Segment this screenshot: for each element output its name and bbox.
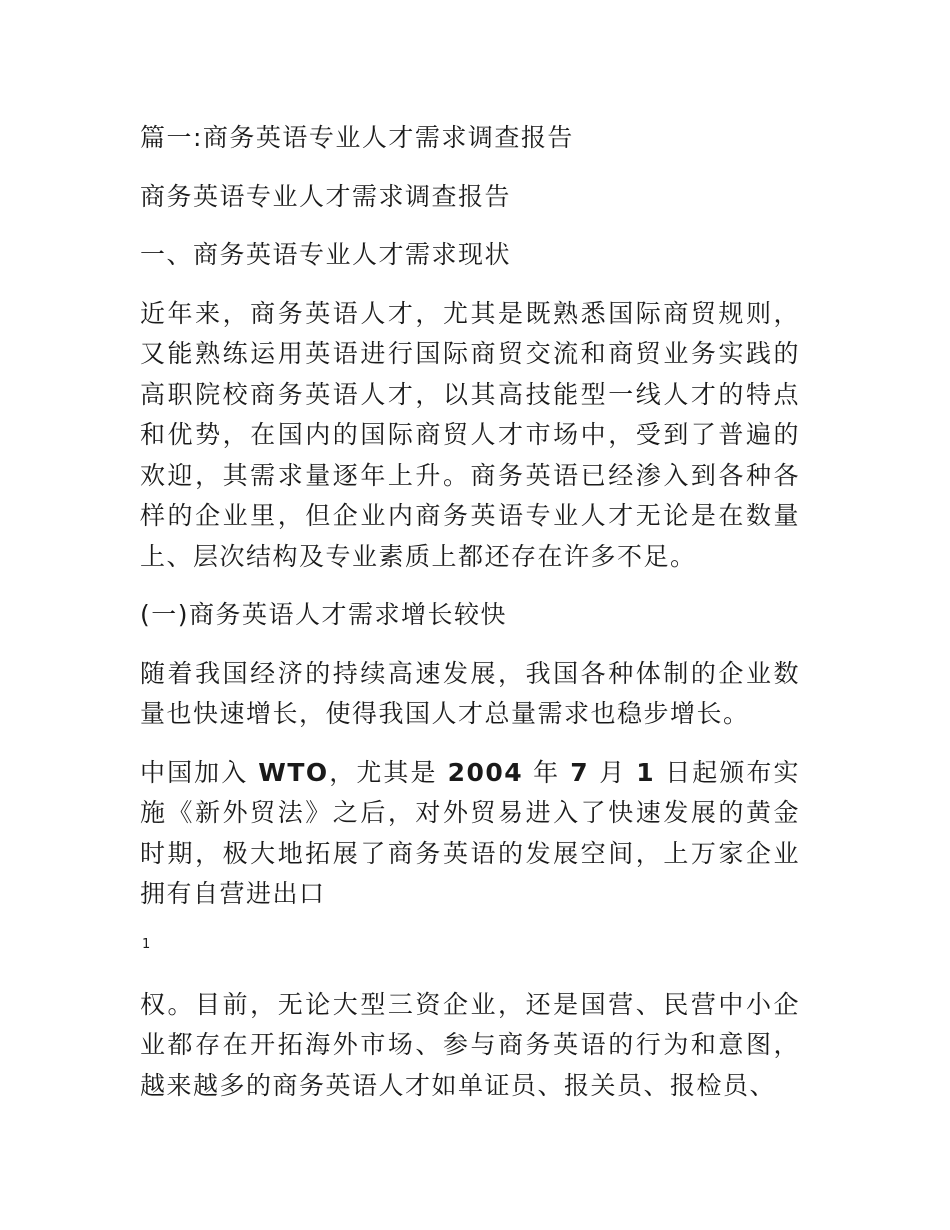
document-body: [140, 118, 800, 1124]
report-title: 商务英语专业人才需求调查报告: [140, 181, 512, 211]
text-segment: 月: [589, 757, 637, 787]
text-segment: 年: [523, 757, 571, 787]
day-bold: 1: [636, 757, 656, 787]
text-segment: ，尤其是: [328, 757, 448, 787]
paragraph-enterprise-demand: 权。目前，无论大型三资企业，还是国营、民营中小企业都存在开拓海外市场、参与商务英语的行为和意图，越来越多的商务英语人才如单证员、报关员、报检员、: [140, 989, 800, 1100]
text-segment: 中国加入: [140, 757, 259, 787]
article-title: 篇一:商务英语专业人才需求调查报告: [140, 123, 574, 152]
paragraph-wto-trade-law: [140, 753, 800, 915]
page-number: 1: [142, 936, 151, 952]
paragraph-demand-status: 近年来，商务英语人才，尤其是既熟悉国际商贸规则，又能熟练运用英语进行国际商贸交流和商贸业务实践的高职院校商务英语人才，以其高技能型一线人才的特点和优势，在国内的国际商贸人才市场中，受到了普遍的欢迎，其需求量逐年上升。商务英语已经渗入到各种各样的企业里，但企业内商务英语专业人才无论是在数量上、层次结构及专业素质上都还存在许多不足。: [140, 298, 800, 571]
section-heading: 一、商务英语专业人才需求现状: [140, 240, 512, 269]
paragraph-economic-growth: 随着我国经济的持续高速发展，我国各种体制的企业数量也快速增长，使得我国人才总量需求也稳步增长。: [140, 658, 800, 728]
subsection-heading: (一)商务英语人才需求增长较快: [140, 600, 508, 629]
year-bold: 2004: [447, 757, 524, 787]
wto-bold: WTO: [258, 757, 329, 787]
text-segment: 日起颁布实施《新外贸法》之后，对外贸易进入了快速发展的黄金时期，极大地拓展了商务英语的发展空间，上万家企业拥有自营进出口: [140, 757, 800, 908]
month-bold: 7: [570, 757, 590, 787]
